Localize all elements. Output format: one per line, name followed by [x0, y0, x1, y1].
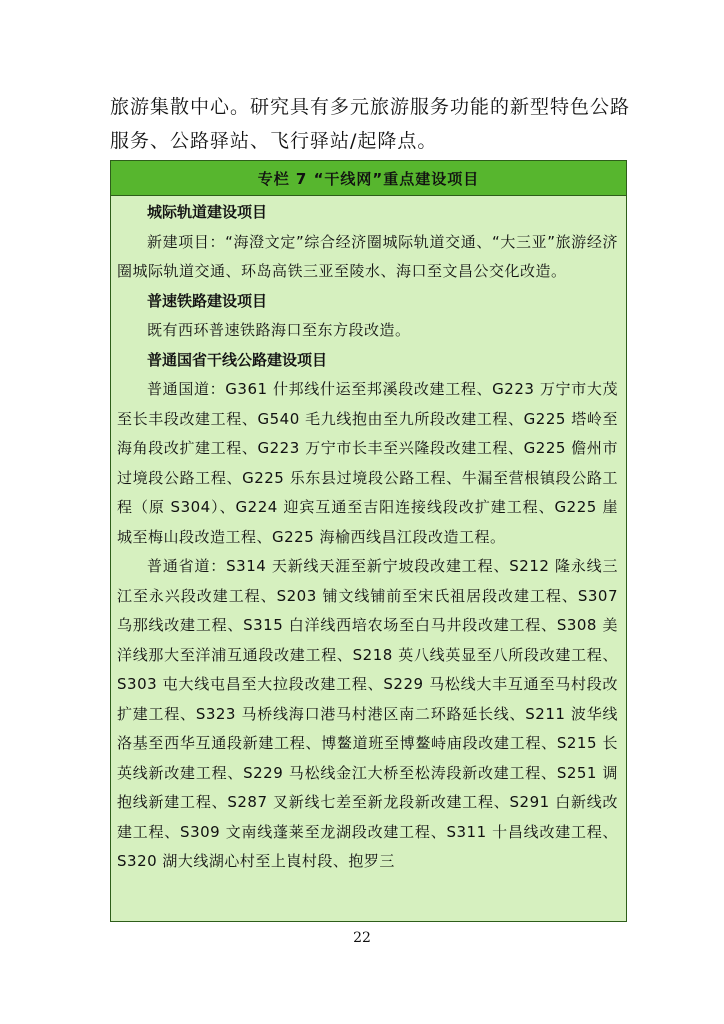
section-heading-highways: 普通国省干线公路建设项目: [147, 350, 328, 369]
section-text-national-roads: 普通国道：G361 什邦线什运至邦溪段改建工程、G223 万宁市大茂至长丰段改建工程、G540 毛九线抱由至九所段改建工程、G225 塔岭至海角段改扩建工程、G223 万宁市长丰至兴隆段改建工程、G225 儋州市过境段公路工程、G225 乐东县过境段公路工程、牛漏至营根镇段公路工程（原 S304）、G224 迎宾互通至吉阳连接线段改扩建工程、G225 崖城至梅山段改造工程、G225 海榆西线昌江段改造工程。: [117, 380, 618, 546]
box-title: 专栏 7 “干线网”重点建设项目: [111, 161, 626, 196]
section-text-regular-rail: 既有西环普速铁路海口至东方段改造。: [147, 321, 411, 339]
intro-paragraph: 旅游集散中心。研究具有多元旅游服务功能的新型特色公路 服务、公路驿站、飞行驿站/起降点。: [110, 96, 631, 152]
page-number: 22: [353, 930, 371, 946]
section-text-intercity-rail: 新建项目：“海澄文定”综合经济圈城际轨道交通、“大三亚”旅游经济圈城际轨道交通、环岛高铁三亚至陵水、海口至文昌公交化改造。: [117, 232, 618, 280]
section-heading-intercity-rail: 城际轨道建设项目: [147, 203, 268, 221]
project-box: [110, 160, 627, 922]
box-body: [111, 196, 626, 877]
section-heading-regular-rail: 普速铁路建设项目: [147, 291, 268, 310]
section-text-provincial-roads: 普通省道：S314 天新线天涯至新宁坡段改建工程、S212 隆永线三江至永兴段改建工程、S203 铺文线铺前至宋氏祖居段改建工程、S307 乌那线改建工程、S315 白洋线西培农场至白马井段改建工程、S308 美洋线那大至洋浦互通段改建工程、S218 英八线英显至八所段改建工程、S303 屯大线屯昌至大拉段改建工程、S229 马松线大丰互通至马村段改扩建工程、S323 马桥线海口港马村港区南二环路延长线、S211 波华线洛基至西华互通段新建工程、博鳌道班至博鳌峙庙段改建工程、S215 长英线新改建工程、S229 马松线金江大桥至松涛段新改建工程、S251 调抱线新建工程、S287 叉新线七差至新龙段新改建工程、S291 白新线改建工程、S309 文南线蓬莱至龙湖段改建工程、S311 十昌线改建工程、S320 湖大线湖心村至上崀村段、抱罗三: [117, 557, 618, 870]
